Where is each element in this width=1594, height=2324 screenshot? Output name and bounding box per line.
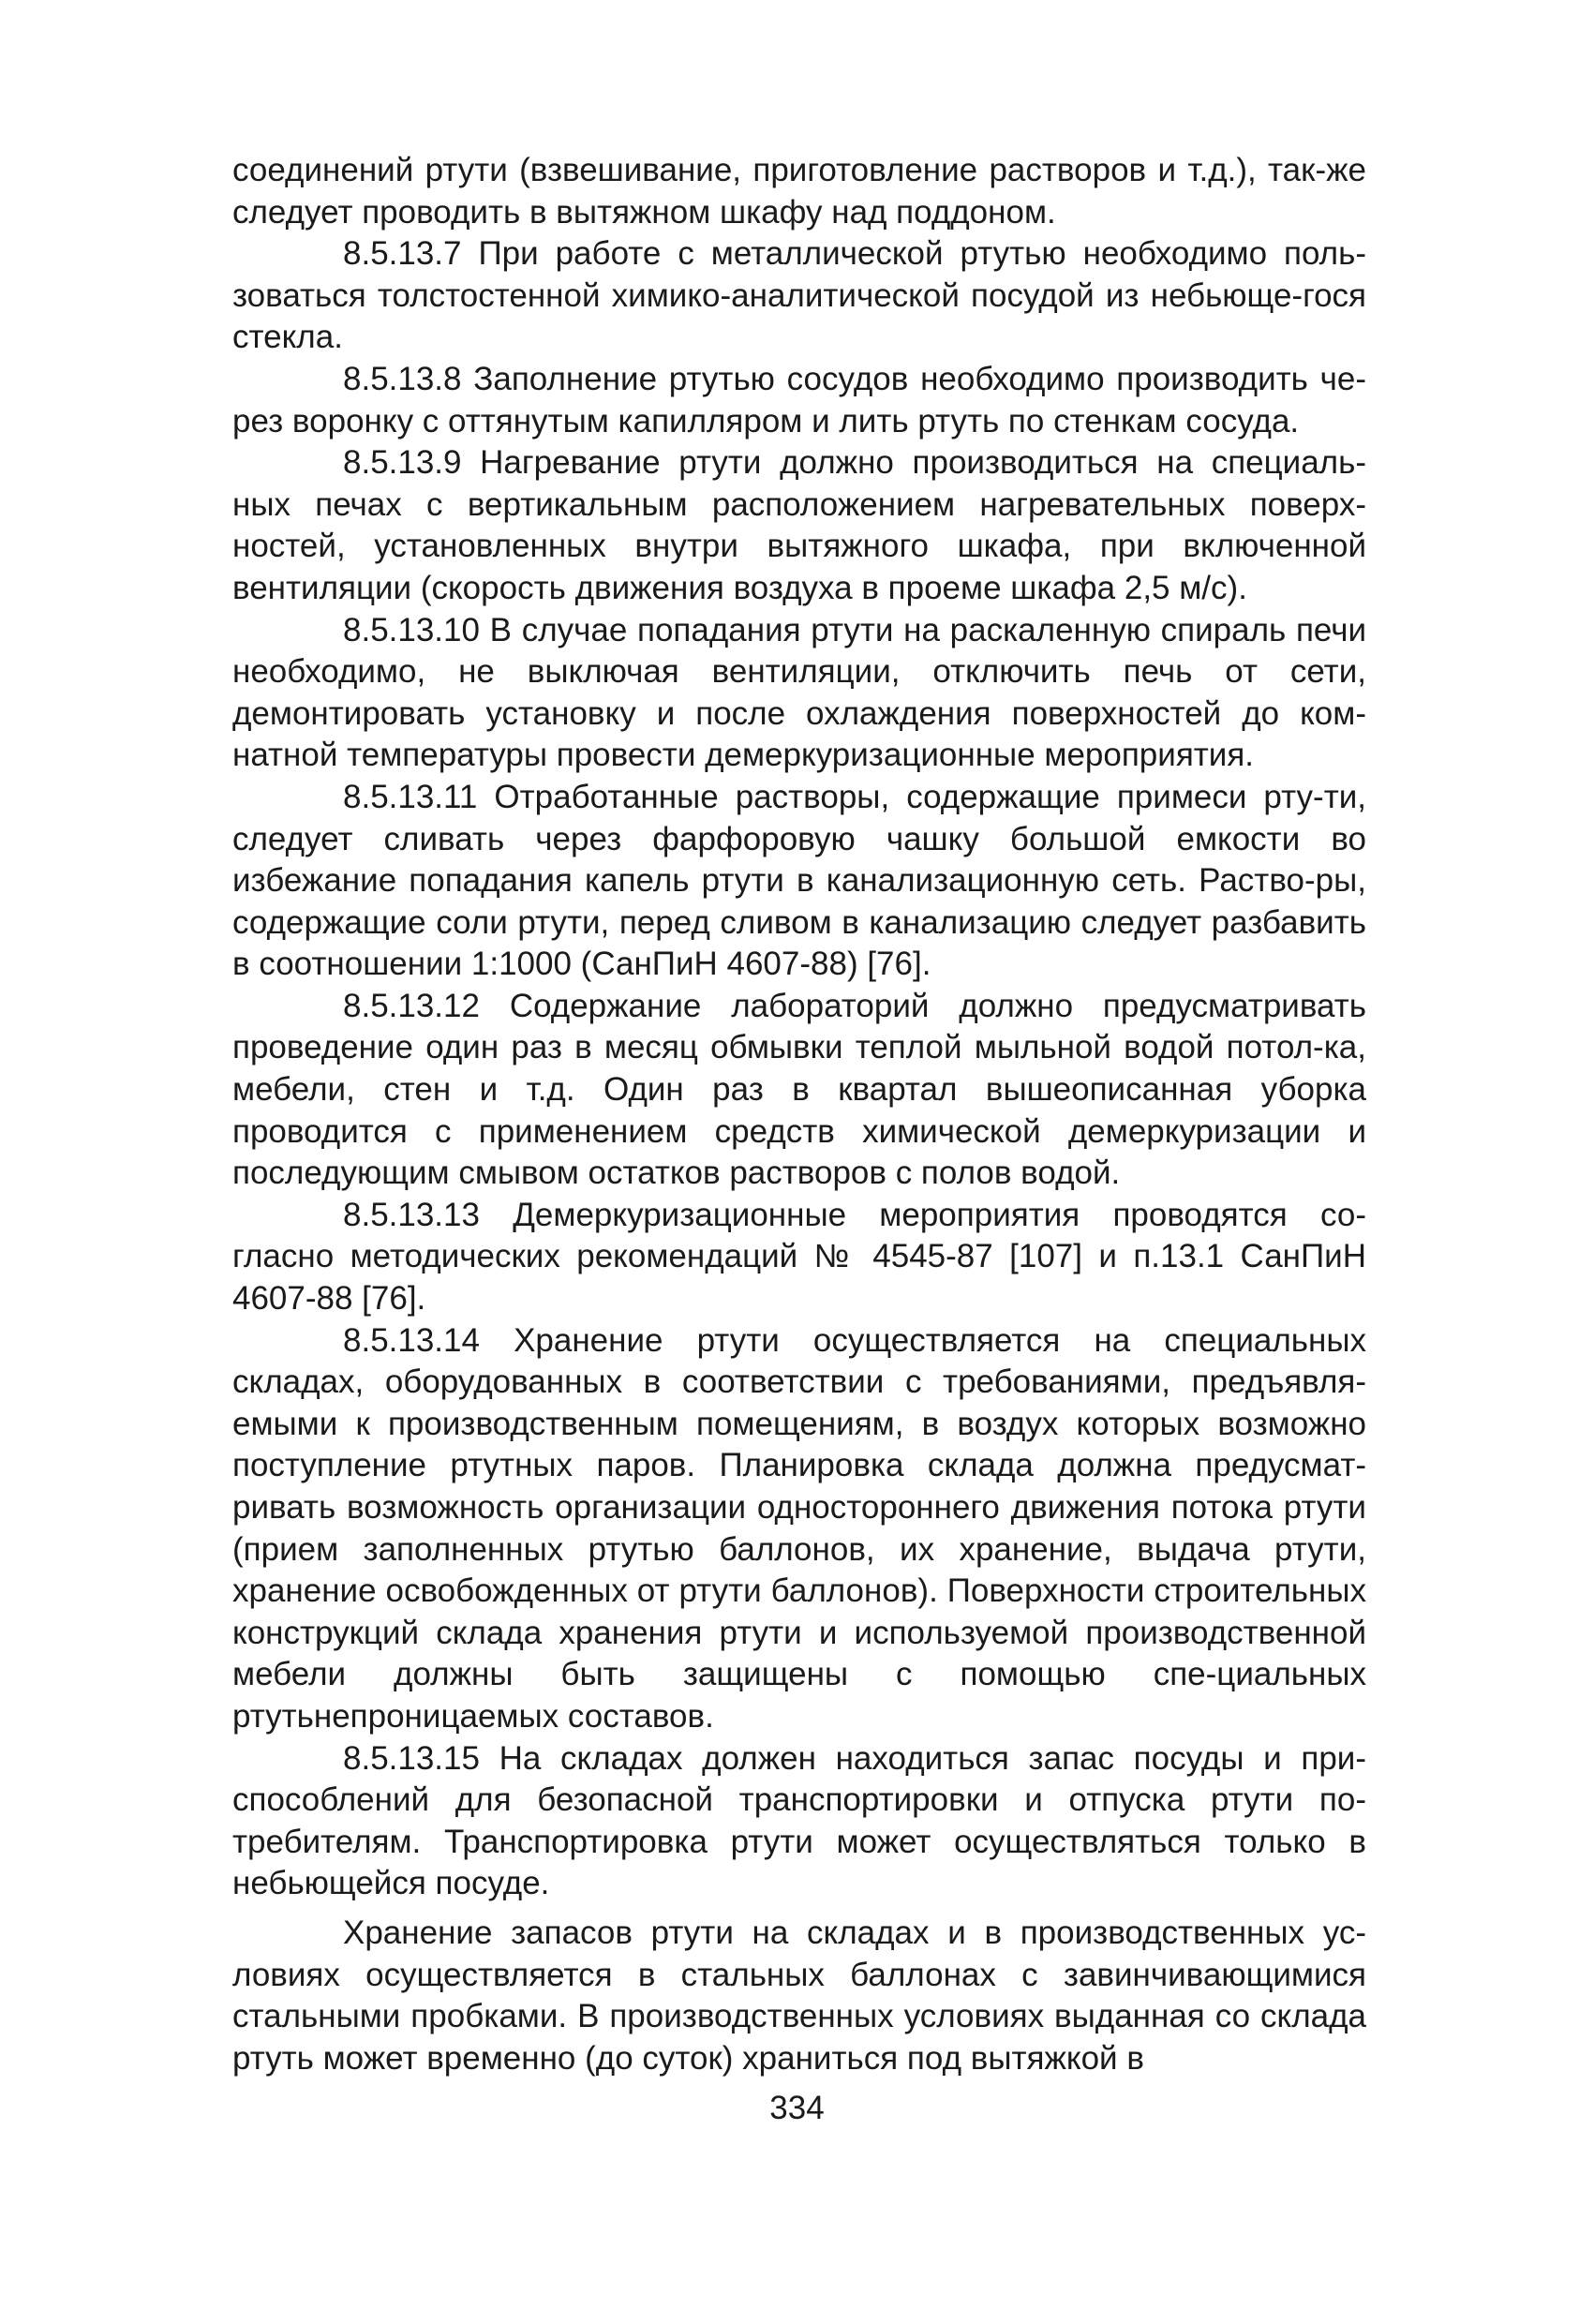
paragraph-continuation: соединений ртути (взвешивание, приготовление растворов и т.д.), так-же следует проводить в вытяжном шкафу над поддоном. [232,152,1366,231]
paragraph-8-5-13-7: 8.5.13.7 При работе с металлической ртутью необходимо поль-зоваться толстостенной химико-аналитической посудой из небьюще-гося стекла. [232,235,1366,356]
paragraph-8-5-13-8: 8.5.13.8 Заполнение ртутью сосудов необходимо производить че-рез воронку с оттянутым капилляром и лить ртуть по стенкам сосуда. [232,360,1366,439]
paragraph-8-5-13-15: 8.5.13.15 На складах должен находиться запас посуды и при-способлений для безопасной транспортировки и отпуска ртути по-требителям. Транспортировка ртути может осуществляться только в небьющейся посуде. [232,1739,1366,1902]
paragraph-storage: Хранение запасов ртути на складах и в производственных ус-ловиях осуществляется в стальных баллонах с завинчивающимися стальными пробками. В производственных условиях выданная со склада ртуть может временно (до суток) храниться под вытяжкой в [232,1914,1366,2077]
paragraph-8-5-13-12: 8.5.13.12 Содержание лабораторий должно предусматривать проведение один раз в месяц обмывки теплой мыльной водой потол-ка, мебели, стен и т.д. Один раз в квартал вышеописанная уборка проводится с применением средств химической демеркуризации и последующим смывом остатков растворов с полов водой. [232,987,1366,1192]
paragraph-8-5-13-11: 8.5.13.11 Отработанные растворы, содержащие примеси рту-ти, следует сливать через фарфоровую чашку большой емкости во избежание попадания капель ртути в канализационную сеть. Раство-ры, содержащие соли ртути, перед сливом в канализацию следует разбавить в соотношении 1:1000 (СанПиН 4607-88) [76]. [232,778,1366,983]
paragraph-8-5-13-10: 8.5.13.10 В случае попадания ртути на раскаленную спираль печи необходимо, не выключая вентиляции, отключить печь от сети, демонтировать установку и после охлаждения поверхностей до ком-натной температуры провести демеркуризационные мероприятия. [232,611,1366,774]
paragraph-8-5-13-9: 8.5.13.9 Нагревание ртути должно производиться на специаль-ных печах с вертикальным расположением нагревательных поверх-ностей, установленных внутри вытяжного шкафа, при включенной вентиляции (скорость движения воздуха в проеме шкафа 2,5 м/с). [232,444,1366,606]
document-body [232,150,1366,2079]
page-number: 334 [769,2090,825,2126]
paragraph-8-5-13-14: 8.5.13.14 Хранение ртути осуществляется на специальных складах, оборудованных в соответствии с требованиями, предъявля-емыми к производственным помещениям, в воздух которых возможно поступление ртутных паров. Планировка склада должна предусмат-ривать возможность организации одностороннего движения потока ртути (прием заполненных ртутью баллонов, их хранение, выдача ртути, хранение освобожденных от ртути баллонов). Поверхности строительных конструкций склада хранения ртути и используемой производственной мебели должны быть защищены с помощью спе-циальных ртутьнепроницаемых составов. [232,1321,1366,1735]
paragraph-8-5-13-13: 8.5.13.13 Демеркуризационные мероприятия проводятся со-гласно методических рекомендаций № 4545-87 [107] и п.13.1 СанПиН 4607-88 [76]. [232,1196,1366,1318]
